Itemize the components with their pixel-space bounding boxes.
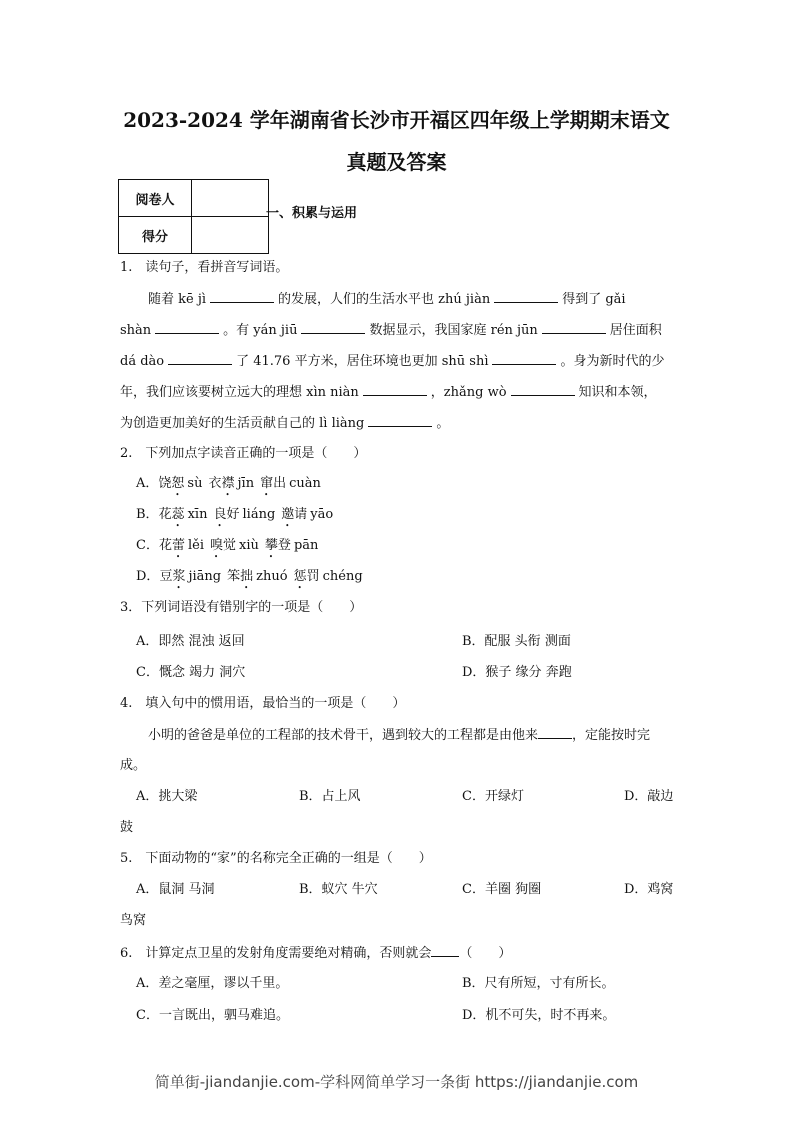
text: ，zhǎng wò — [430, 385, 507, 400]
dotted-character: 邀 — [281, 507, 295, 522]
q1-line-4 — [120, 383, 657, 402]
answer-blank[interactable] — [538, 726, 572, 739]
reviewer-label: 阅卷人 — [119, 180, 192, 217]
text: 了 41.76 平方米，居住环境也更加 shū shì — [236, 354, 489, 369]
answer-blank[interactable] — [542, 321, 606, 334]
q4-option-d[interactable]: D．敲边 — [624, 789, 674, 804]
q4-option-d-cont: 鼓 — [120, 820, 134, 835]
pinyin: sù — [187, 476, 203, 491]
text: 数据显示，我国家庭 rén jūn — [369, 323, 538, 338]
text: ，定能按时完 — [572, 728, 651, 743]
pinyin: pān — [293, 538, 319, 553]
q6-stem — [120, 944, 511, 963]
q4-option-a[interactable]: A．挑大梁 — [136, 789, 198, 804]
dotted-character: 嗅 — [210, 538, 224, 553]
q2-option-b[interactable] — [136, 506, 339, 530]
q3-option-a[interactable]: A．即然 混浊 返回 — [136, 634, 245, 649]
q5-option-d-cont: 鸟窝 — [120, 913, 147, 928]
pinyin: jiāng — [188, 569, 222, 584]
character: 豆 — [159, 569, 173, 584]
dotted-character: 蕊 — [171, 507, 185, 522]
score-cell — [192, 217, 269, 254]
pinyin: cuàn — [289, 476, 321, 491]
character: 好 — [226, 507, 240, 522]
text: （ ） — [459, 946, 512, 961]
answer-blank[interactable] — [363, 383, 427, 396]
text: dá dào — [120, 354, 165, 369]
q5-option-b[interactable]: B．蚁穴 牛穴 — [299, 882, 378, 897]
q5-option-c[interactable]: C．羊圈 狗圈 — [462, 882, 542, 897]
q6-option-a[interactable]: A．差之毫厘，谬以千里。 — [136, 976, 289, 991]
dotted-character: 拙 — [240, 569, 254, 584]
q4-body-2: 成。 — [120, 758, 147, 773]
character: 花 — [158, 507, 172, 522]
footer-watermark[interactable]: 简单街-jiandanjie.com-学科网简单学习一条街 https://jiandanjie.com — [154, 1073, 639, 1091]
q1-line-5 — [120, 414, 449, 433]
text: 6. 计算定点卫星的发射角度需要绝对精确，否则就会 — [120, 946, 432, 961]
text: 得到了 gǎi — [562, 292, 626, 307]
pinyin: jīn — [237, 476, 255, 491]
character: 罚 — [306, 569, 320, 584]
q6-option-d[interactable]: D．机不可失，时不再来。 — [462, 1008, 616, 1023]
q2-option-d[interactable] — [136, 568, 369, 592]
text: 。 — [436, 416, 450, 431]
character: 衣 — [208, 476, 222, 491]
q1-line-2 — [120, 321, 662, 340]
q6-option-c[interactable]: C．一言既出，驷马难追。 — [136, 1008, 289, 1023]
q3-stem: 3．下列词语没有错别字的一项是（ ） — [120, 600, 363, 615]
answer-blank[interactable] — [168, 352, 232, 365]
pinyin: zhuó — [256, 569, 288, 584]
q5-option-a[interactable]: A．鼠洞 马洞 — [136, 882, 215, 897]
text: 为创造更加美好的生活贡献自己的 lì liàng — [120, 416, 365, 431]
dotted-character: 惩 — [293, 569, 307, 584]
q5-stem: 5. 下面动物的“家”的名称完全正确的一组是（ ） — [120, 851, 432, 866]
q3-option-c[interactable]: C．慨念 竭力 洞穴 — [136, 665, 246, 680]
text: 。有 yán jiū — [223, 323, 298, 338]
dotted-character: 窜 — [260, 476, 274, 491]
q3-option-d[interactable]: D．猴子 缘分 奔跑 — [462, 665, 572, 680]
character: 花 — [158, 538, 172, 553]
reviewer-cell — [192, 180, 269, 217]
dotted-character: 襟 — [221, 476, 235, 491]
text: 。身为新时代的少 — [560, 354, 665, 369]
answer-blank[interactable] — [210, 290, 274, 303]
section-heading: 一、积累与运用 — [266, 206, 358, 221]
q1-line-1 — [148, 290, 626, 309]
dotted-character: 恕 — [171, 476, 185, 491]
q4-option-c[interactable]: C．开绿灯 — [462, 789, 524, 804]
option-label: A． — [136, 476, 159, 491]
answer-blank[interactable] — [155, 321, 219, 334]
pinyin: chéng — [322, 569, 363, 584]
answer-blank[interactable] — [431, 944, 459, 957]
text: 年，我们应该要树立远大的理想 xìn niàn — [120, 385, 359, 400]
score-table — [118, 179, 269, 254]
pinyin: xiù — [239, 538, 259, 553]
character: 请 — [294, 507, 308, 522]
answer-blank[interactable] — [492, 352, 556, 365]
dotted-character: 浆 — [172, 569, 186, 584]
title-line-1: 2023-2024 学年湖南省长沙市开福区四年级上学期期末语文 — [123, 108, 670, 132]
q2-option-a[interactable] — [136, 475, 327, 499]
text: 的发展，人们的生活水平也 zhú jiàn — [278, 292, 491, 307]
q1-stem: 1. 读句子，看拼音写词语。 — [120, 260, 289, 275]
pinyin: yāo — [310, 507, 334, 522]
q2-stem: 2. 下列加点字读音正确的一项是（ ） — [120, 446, 367, 461]
score-label: 得分 — [119, 217, 192, 254]
dotted-character: 攀 — [264, 538, 278, 553]
answer-blank[interactable] — [301, 321, 365, 334]
answer-blank[interactable] — [368, 414, 432, 427]
q3-option-b[interactable]: B．配服 头衔 测面 — [462, 634, 571, 649]
q4-option-b[interactable]: B．占上风 — [299, 789, 361, 804]
character: 觉 — [223, 538, 237, 553]
pinyin: liáng — [242, 507, 276, 522]
character: 登 — [277, 538, 291, 553]
q5-option-d[interactable]: D．鸡窝 — [624, 882, 674, 897]
answer-blank[interactable] — [494, 290, 558, 303]
text: 随着 kē jì — [148, 292, 207, 307]
option-label: D． — [136, 569, 160, 584]
text: shàn — [120, 323, 152, 338]
answer-blank[interactable] — [511, 383, 575, 396]
character: 笨 — [227, 569, 241, 584]
dotted-character: 良 — [213, 507, 227, 522]
text: 知识和本领， — [578, 385, 657, 400]
q4-stem: 4. 填入句中的惯用语，最恰当的一项是（ ） — [120, 696, 406, 711]
q1-line-3 — [120, 352, 665, 371]
text: 居住面积 — [609, 323, 662, 338]
q4-body-1 — [148, 726, 650, 745]
option-label: B． — [136, 507, 159, 522]
dotted-character: 蕾 — [171, 538, 185, 553]
character: 出 — [273, 476, 287, 491]
q2-option-c[interactable] — [136, 537, 324, 561]
text: 小明的爸爸是单位的工程部的技术骨干，遇到较大的工程都是由他来 — [148, 728, 539, 743]
character: 饶 — [158, 476, 172, 491]
option-label: C． — [136, 538, 159, 553]
title-line-2: 真题及答案 — [346, 150, 447, 174]
pinyin: xīn — [187, 507, 208, 522]
pinyin: lěi — [187, 538, 204, 553]
q6-option-b[interactable]: B．尺有所短，寸有所长。 — [462, 976, 615, 991]
